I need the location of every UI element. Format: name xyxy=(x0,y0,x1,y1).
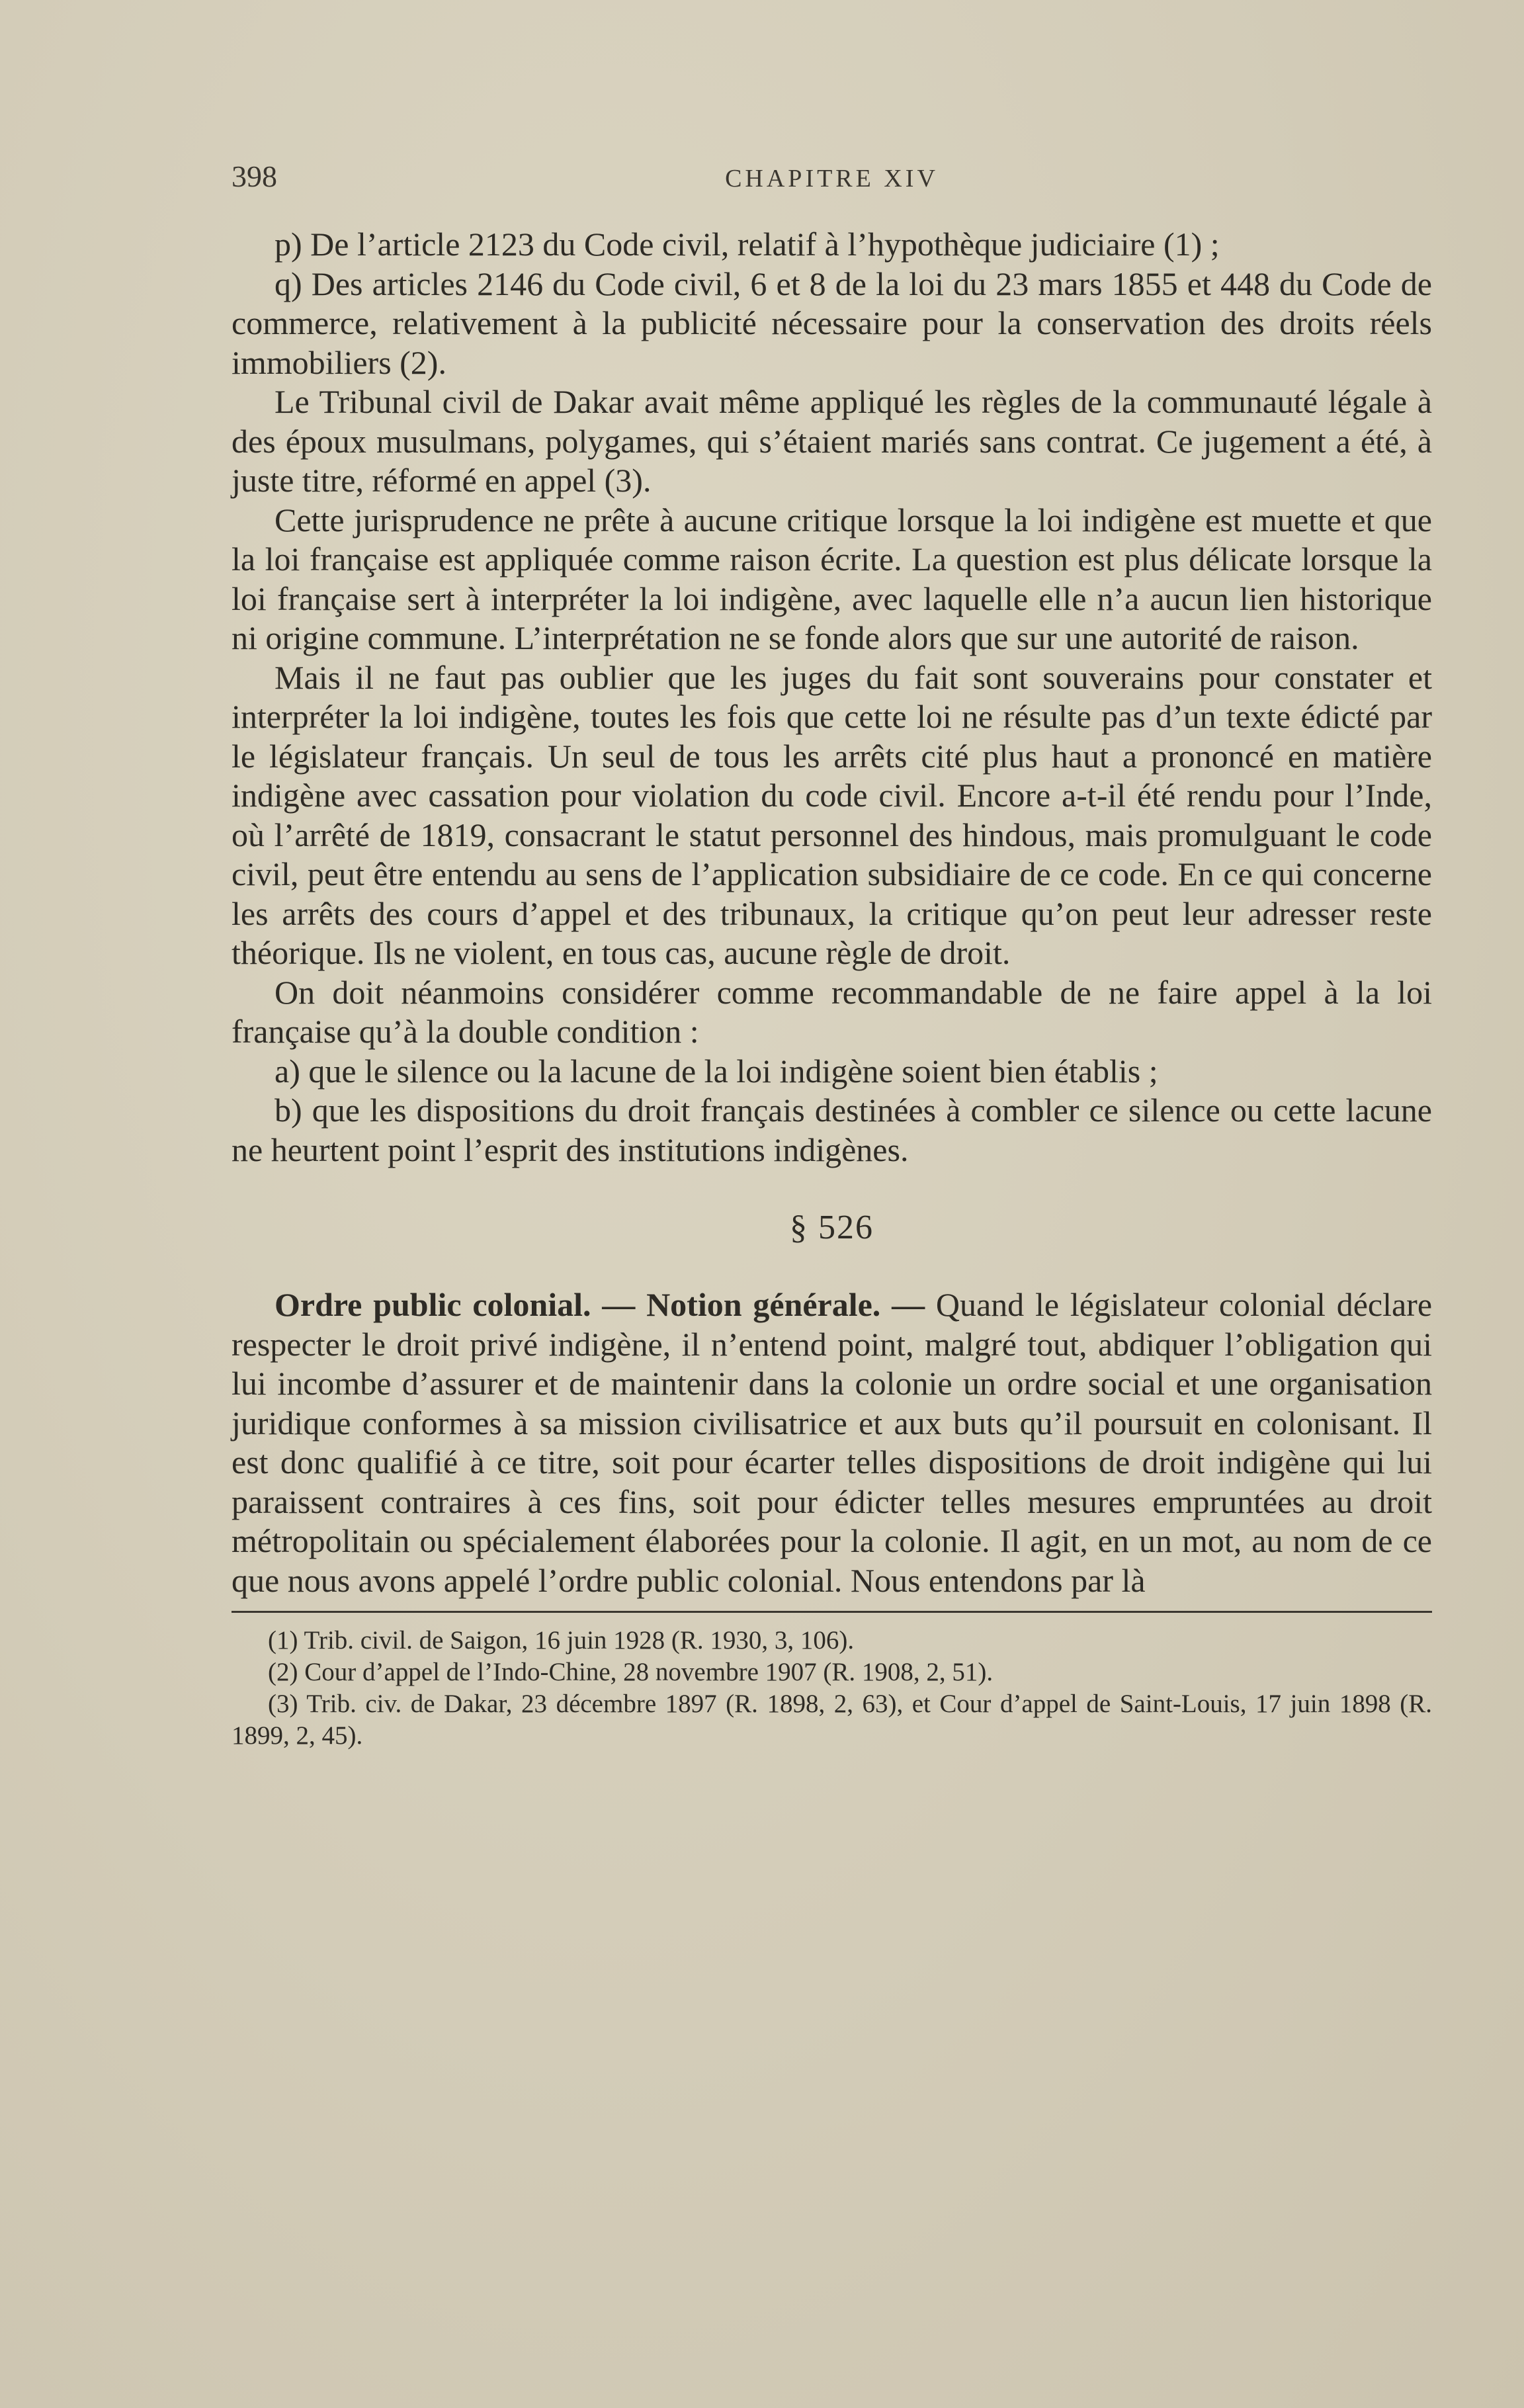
footnote-rule xyxy=(232,1611,1432,1613)
chapter-title: CHAPITRE XIV xyxy=(725,165,939,193)
paragraph-jurisprudence: Cette jurisprudence ne prête à aucune critique lorsque la loi indigène est muette et que la loi française est appliquée comme raison écrite. La question est plus délicate lorsque la loi française sert à interpréter la loi indigène, avec laquelle elle n’a aucun lien historique ni origine commune. L’interprétation ne se fonde alors que sur une autorité de raison. xyxy=(232,501,1432,656)
page-number: 398 xyxy=(232,159,277,193)
footnotes xyxy=(232,1625,1432,1752)
paragraph-juges: Mais il ne faut pas oublier que les juges du fait sont souverains pour constater et interpréter la loi indigène, toutes les fois que cette loi ne résulte pas d’un texte édicté par le législateur français. Un seul de tous les arrêts cité plus haut a prononcé en matière indigène avec cassation pour violation du code civil. Encore a-t-il été rendu pour l’Inde, où l’arrêté de 1819, consacrant le statut personnel des hindous, mais promulguant le code civil, peut être entendu au sens de l’application subsidiaire de ce code. En ce qui concerne les arrêts des cours d’appel et des tribunaux, la critique qu’on peut leur adresser reste théorique. Ils ne violent, en tous cas, aucune règle de droit. xyxy=(232,658,1432,971)
paragraph-dakar: Le Tribunal civil de Dakar avait même appliqué les règles de la communauté légale à des époux musulmans, polygames, qui s’étaient mariés sans contrat. Ce jugement a été, à juste titre, réformé en appel (3). xyxy=(232,383,1432,499)
page-header xyxy=(232,159,1432,205)
footnote-2: (2) Cour d’appel de l’Indo-Chine, 28 novembre 1907 (R. 1908, 2, 51). xyxy=(268,1658,994,1686)
section-text: Quand le législateur colonial déclare respecter le droit privé indigène, il n’entend point, malgré tout, abdiquer l’obligation qui lui incombe d’assurer et de maintenir dans la colonie un ordre social et une organisation juridique conformes à sa mission civilisatrice et aux buts qu’il poursuit en colonisant. Il est donc qualifié à ce titre, soit pour écarter telles dispositions de droit indigène qui lui paraissent contraires à ces fins, soit pour édicter telles mesures empruntées au droit métropolitain ou spécialement élaborées pour la colonie. Il agit, en un mot, au nom de ce que nous avons appelé l’ordre public colonial. Nous entendons par là xyxy=(232,1286,1433,1599)
paragraph-condition: On doit néanmoins considérer comme recommandable de ne faire appel à la loi française qu’à la double condition : xyxy=(232,973,1432,1050)
section-heading: § 526 xyxy=(790,1209,874,1246)
section-paragraph xyxy=(232,1285,1432,1600)
section-lead: Ordre public colonial. — Notion générale. — xyxy=(275,1286,925,1323)
footnote-1: (1) Trib. civil. de Saigon, 16 juin 1928 (R. 1930, 3, 106). xyxy=(268,1626,855,1655)
paragraph-b: b) que les dispositions du droit français destinées à combler ce silence ou cette lacune ne heurtent point l’esprit des institutions indigènes. xyxy=(232,1092,1432,1168)
footnote-3: (3) Trib. civ. de Dakar, 23 décembre 1897 (R. 1898, 2, 63), et Cour d’appel de Saint-Louis, 17 juin 1898 (R. 1899, 2, 45). xyxy=(232,1690,1432,1750)
paragraph-a: a) que le silence ou la lacune de la loi indigène soient bien établis ; xyxy=(275,1052,1158,1090)
book-page xyxy=(232,159,1432,2276)
paragraph-q: q) Des articles 2146 du Code civil, 6 et 8 de la loi du 23 mars 1855 et 448 du Code de commerce, relativement à la publicité nécessaire pour la conservation des droits réels immobiliers (2). xyxy=(232,265,1432,381)
paragraph-p: p) De l’article 2123 du Code civil, relatif à l’hypothèque judiciaire (1) ; xyxy=(275,226,1220,263)
page-body xyxy=(232,225,1432,1752)
